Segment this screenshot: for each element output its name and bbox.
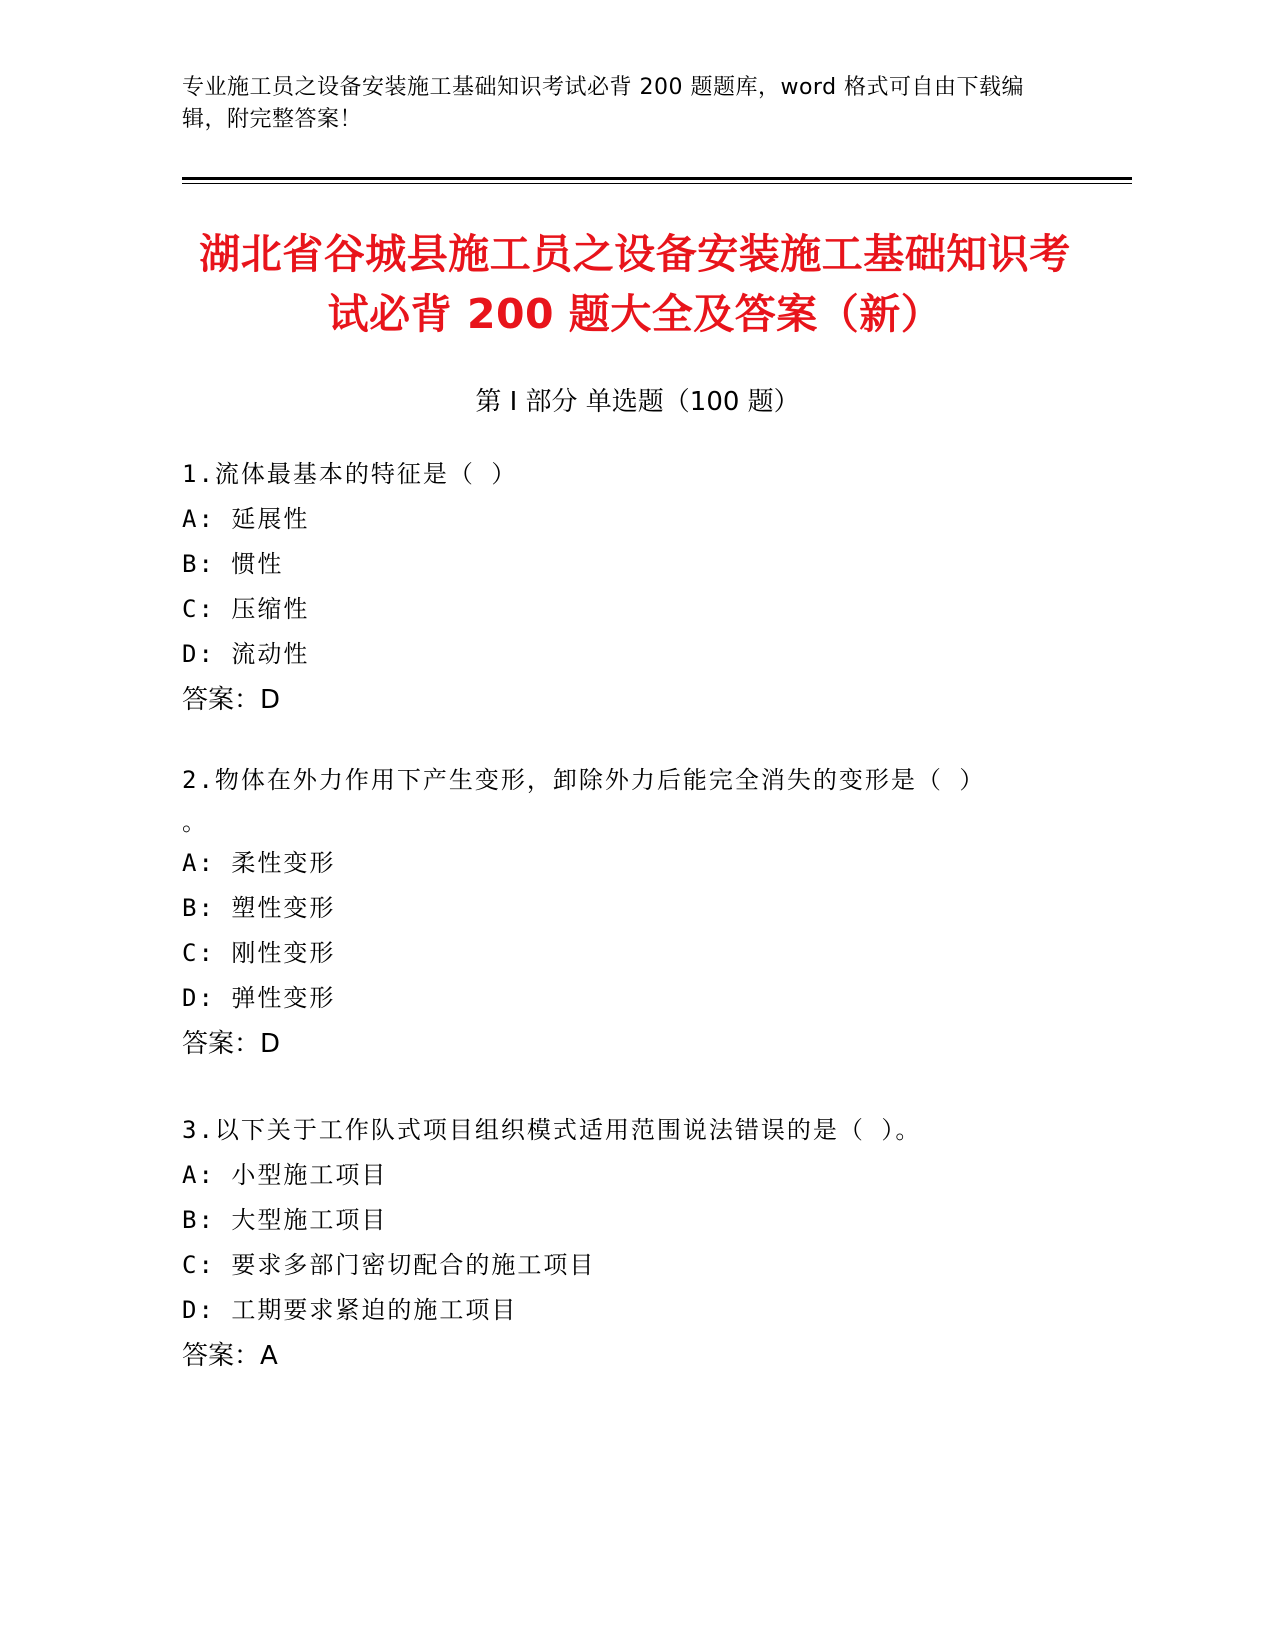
question-stem: 3.以下关于工作队式项目组织模式适用范围说法错误的是（ ）。 — [182, 1116, 922, 1144]
option-b: B: 惯性 — [182, 550, 284, 578]
question-stem: 1.流体最基本的特征是（ ） — [182, 460, 518, 488]
option-c: C: 刚性变形 — [182, 939, 336, 967]
section-title: 第 I 部分 单选题（100 题） — [475, 387, 800, 417]
question-3 — [182, 1108, 1082, 1379]
document-title: 湖北省谷城县施工员之设备安装施工基础知识考试必背 200 题大全及答案（新） — [199, 230, 1071, 338]
option-c: C: 压缩性 — [182, 595, 310, 623]
header-divider-thin — [182, 183, 1132, 184]
question-1 — [182, 452, 1082, 723]
option-d: D: 工期要求紧迫的施工项目 — [182, 1296, 518, 1324]
header-note: 专业施工员之设备安装施工基础知识考试必背 200 题题库，word 格式可自由下载编辑，附完整答案！ — [182, 75, 1025, 132]
option-d: D: 弹性变形 — [182, 984, 336, 1012]
answer: 答案：A — [182, 1341, 278, 1371]
option-a: A: 延展性 — [182, 505, 310, 533]
header-divider-thick — [182, 177, 1132, 180]
answer: 答案：D — [182, 1029, 281, 1059]
option-d: D: 流动性 — [182, 640, 310, 668]
question-stem-continuation: 。 — [182, 808, 206, 836]
question-stem: 2.物体在外力作用下产生变形，卸除外力后能完全消失的变形是（ ） — [182, 766, 986, 794]
option-a: A: 柔性变形 — [182, 849, 336, 877]
question-2 — [182, 758, 1082, 1067]
answer: 答案：D — [182, 685, 281, 715]
option-b: B: 塑性变形 — [182, 894, 336, 922]
option-c: C: 要求多部门密切配合的施工项目 — [182, 1251, 596, 1279]
option-b: B: 大型施工项目 — [182, 1206, 388, 1234]
option-a: A: 小型施工项目 — [182, 1161, 388, 1189]
